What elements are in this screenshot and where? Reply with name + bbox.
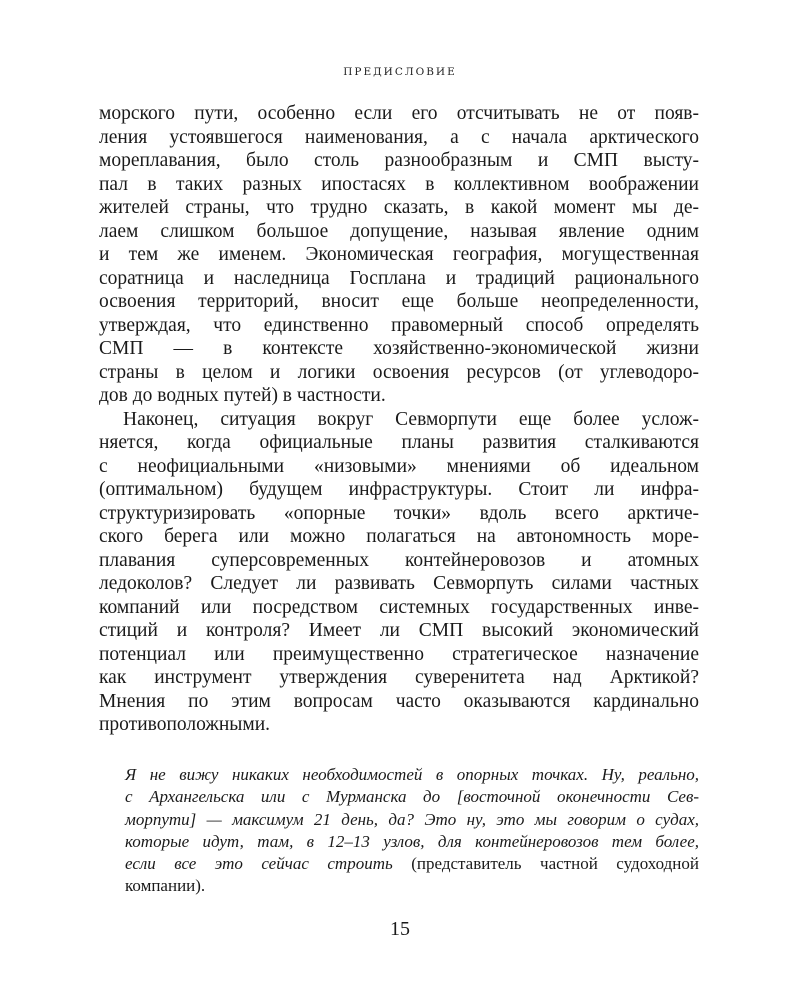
text-line: страны в целом и логики освоения ресурсов (от углеводоро- [99, 361, 699, 383]
quote-line: которые идут, там, в 12–13 узлов, для контейнеровозов тем более, [125, 831, 699, 851]
text-line: ского берега или можно полагаться на автономность море- [99, 526, 699, 547]
text-line: няется, когда официальные планы развития сталкиваются [99, 432, 699, 453]
text-line: (оптимальном) будущем инфраструктуры. Стоит ли инфра- [99, 479, 699, 500]
quote-attribution-end: компании). [125, 876, 206, 896]
text-line: ледоколов? Следует ли развивать Севморпуть силами частных [99, 573, 699, 594]
page-number: 15 [390, 918, 410, 940]
quote-line [125, 853, 699, 875]
text-line: СМП — в контексте хозяйственно-экономической жизни [99, 338, 699, 359]
text-line: с неофициальными «низовыми» мнениями об идеальном [99, 455, 699, 477]
interview-quote [125, 764, 699, 898]
text-line: освоения территорий, вносит еще больше неопределенности, [99, 291, 699, 312]
text-line: пал в таких разных ипостасях в коллективном воображении [99, 173, 699, 195]
paragraph-2 [99, 408, 699, 737]
quote-italic-fragment: если все это сейчас строить [125, 854, 393, 874]
text-line: утверждая, что единственно правомерный способ определять [99, 314, 699, 336]
text-line: плавания суперсовременных контейнеровозов и атомных [99, 549, 699, 571]
quote-line: Я не вижу никаких необходимостей в опорных точках. Ну, реально, [125, 765, 699, 784]
text-line: жителей страны, что трудно сказать, в какой момент мы де- [99, 197, 699, 218]
quote-line: морпути] — максимум 21 день, да? Это ну, это мы говорим о судах, [125, 809, 699, 829]
quote-attribution: (представитель частной судоходной [392, 854, 699, 874]
text-line: противоположными. [99, 714, 271, 735]
text-line: как инструмент утверждения суверенитета над Арктикой? [99, 667, 699, 688]
text-line: дов до водных путей) в частности. [99, 385, 386, 406]
quote-line: с Архангельска или с Мурманска до [восточной оконечности Сев- [125, 787, 699, 807]
text-line: морского пути, особенно если его отсчитывать не от появ- [99, 103, 699, 124]
text-line: структуризировать «опорные точки» вдоль всего арктиче- [99, 502, 699, 524]
text-line: мореплавания, было столь разнообразным и СМП высту- [99, 150, 699, 171]
text-line: Мнения по этим вопросам часто оказываются кардинально [99, 690, 699, 712]
text-line: компаний или посредством системных государственных инве- [99, 596, 699, 618]
text-line: лаем слишком большое допущение, называя явление одним [99, 220, 699, 242]
text-line: стиций и контроля? Имеет ли СМП высокий экономический [99, 620, 699, 641]
main-text [99, 102, 699, 737]
text-line: соратница и наследница Госплана и традиций рационального [99, 267, 699, 289]
text-line: Наконец, ситуация вокруг Севморпути еще более услож- [123, 408, 699, 430]
text-line: ления устоявшегося наименования, а с начала арктического [99, 126, 699, 148]
text-line: потенциал или преимущественно стратегическое назначение [99, 643, 699, 665]
text-line: и тем же именем. Экономическая география, могущественная [99, 244, 699, 265]
paragraph-1 [99, 102, 699, 408]
running-head: ПРЕДИСЛОВИЕ [343, 66, 457, 78]
